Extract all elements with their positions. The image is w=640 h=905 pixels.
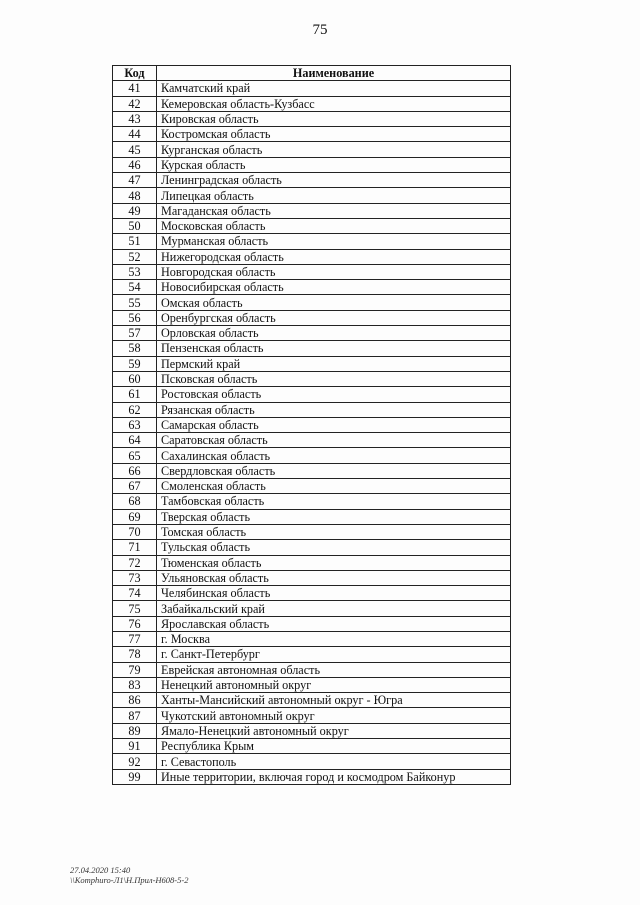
table-header-row (113, 66, 511, 81)
region-code: 77 (113, 631, 157, 646)
table-row (113, 631, 511, 646)
region-code: 72 (113, 555, 157, 570)
region-code: 50 (113, 218, 157, 233)
table-row (113, 479, 511, 494)
region-code: 62 (113, 402, 157, 417)
table-row (113, 203, 511, 218)
region-code: 91 (113, 739, 157, 754)
table-row (113, 127, 511, 142)
region-code: 51 (113, 234, 157, 249)
table-body (113, 81, 511, 785)
region-code: 57 (113, 326, 157, 341)
table-row (113, 218, 511, 233)
region-code: 79 (113, 662, 157, 677)
table-row (113, 433, 511, 448)
region-name: г. Санкт-Петербург (157, 647, 511, 662)
table-row (113, 142, 511, 157)
table-row (113, 570, 511, 585)
region-code: 56 (113, 310, 157, 325)
table-row (113, 555, 511, 570)
table-row (113, 586, 511, 601)
region-code: 92 (113, 754, 157, 769)
table-row (113, 111, 511, 126)
region-code: 47 (113, 173, 157, 188)
region-name: Забайкальский край (157, 601, 511, 616)
table-row (113, 173, 511, 188)
region-code: 69 (113, 509, 157, 524)
region-name: Чукотский автономный округ (157, 708, 511, 723)
region-name: Ленинградская область (157, 173, 511, 188)
region-code: 74 (113, 586, 157, 601)
region-name: Республика Крым (157, 739, 511, 754)
region-code: 58 (113, 341, 157, 356)
region-name: Ростовская область (157, 387, 511, 402)
region-code: 59 (113, 356, 157, 371)
table-row (113, 540, 511, 555)
region-name: Томская область (157, 524, 511, 539)
table-row (113, 81, 511, 96)
region-name: Новосибирская область (157, 280, 511, 295)
region-name: Рязанская область (157, 402, 511, 417)
region-code: 64 (113, 433, 157, 448)
region-code: 48 (113, 188, 157, 203)
region-name: Курская область (157, 157, 511, 172)
column-header-name: Наименование (157, 66, 511, 81)
table-row (113, 708, 511, 723)
table-row (113, 754, 511, 769)
table-row (113, 677, 511, 692)
region-code: 53 (113, 264, 157, 279)
region-name: Ульяновская область (157, 570, 511, 585)
region-code: 52 (113, 249, 157, 264)
table-row (113, 693, 511, 708)
region-name: Камчатский край (157, 81, 511, 96)
footer-file-path: \\Komphuro-Л1\Н.Прил-Н608-5-2 (70, 875, 189, 885)
region-code: 43 (113, 111, 157, 126)
table-row (113, 524, 511, 539)
table-row (113, 647, 511, 662)
table-row (113, 280, 511, 295)
table-row (113, 249, 511, 264)
region-code: 73 (113, 570, 157, 585)
table-row (113, 295, 511, 310)
region-name: Пермский край (157, 356, 511, 371)
region-code: 42 (113, 96, 157, 111)
region-code: 65 (113, 448, 157, 463)
region-name: Магаданская область (157, 203, 511, 218)
region-name: Кемеровская область-Кузбасс (157, 96, 511, 111)
region-code: 54 (113, 280, 157, 295)
table-row (113, 310, 511, 325)
table-row (113, 662, 511, 677)
region-name: Ханты-Мансийский автономный округ - Югра (157, 693, 511, 708)
region-code: 71 (113, 540, 157, 555)
region-code: 61 (113, 387, 157, 402)
region-code: 45 (113, 142, 157, 157)
table-row (113, 264, 511, 279)
region-name: Тюменская область (157, 555, 511, 570)
column-header-code: Код (113, 66, 157, 81)
page-number: 75 (312, 22, 328, 38)
region-name: Саратовская область (157, 433, 511, 448)
region-name: Костромская область (157, 127, 511, 142)
table-row (113, 448, 511, 463)
region-code: 83 (113, 677, 157, 692)
region-code: 70 (113, 524, 157, 539)
table-row (113, 234, 511, 249)
table-row (113, 601, 511, 616)
table-row (113, 739, 511, 754)
region-name: Нижегородская область (157, 249, 511, 264)
footer-timestamp: 27.04.2020 15:40 (70, 865, 131, 875)
region-code: 63 (113, 417, 157, 432)
region-name: Сахалинская область (157, 448, 511, 463)
region-name: Оренбургская область (157, 310, 511, 325)
table-row (113, 157, 511, 172)
region-code: 99 (113, 769, 157, 784)
region-name: Самарская область (157, 417, 511, 432)
region-name: Пензенская область (157, 341, 511, 356)
region-name: Ненецкий автономный округ (157, 677, 511, 692)
region-name: Орловская область (157, 326, 511, 341)
table-row (113, 96, 511, 111)
region-code: 76 (113, 616, 157, 631)
table-row (113, 769, 511, 784)
region-name: Московская область (157, 218, 511, 233)
region-code: 78 (113, 647, 157, 662)
table-row (113, 341, 511, 356)
region-name: Челябинская область (157, 586, 511, 601)
region-name: Тверская область (157, 509, 511, 524)
table-row (113, 723, 511, 738)
region-code: 55 (113, 295, 157, 310)
region-code: 66 (113, 463, 157, 478)
region-name: Тульская область (157, 540, 511, 555)
region-name: Ямало-Ненецкий автономный округ (157, 723, 511, 738)
region-name: Еврейская автономная область (157, 662, 511, 677)
region-name: Мурманская область (157, 234, 511, 249)
table-row (113, 463, 511, 478)
region-name: Свердловская область (157, 463, 511, 478)
document-footer (70, 865, 188, 885)
table-row (113, 371, 511, 386)
region-name: Новгородская область (157, 264, 511, 279)
table-row (113, 402, 511, 417)
region-code: 44 (113, 127, 157, 142)
table-row (113, 356, 511, 371)
region-name: Иные территории, включая город и космодром Байконур (157, 769, 511, 784)
region-code: 86 (113, 693, 157, 708)
table-row (113, 494, 511, 509)
table-row (113, 417, 511, 432)
region-name: г. Москва (157, 631, 511, 646)
table-row (113, 387, 511, 402)
region-name: г. Севастополь (157, 754, 511, 769)
region-name: Омская область (157, 295, 511, 310)
region-code: 67 (113, 479, 157, 494)
region-name: Псковская область (157, 371, 511, 386)
region-code: 49 (113, 203, 157, 218)
region-code: 60 (113, 371, 157, 386)
table-row (113, 326, 511, 341)
table-row (113, 509, 511, 524)
region-name: Липецкая область (157, 188, 511, 203)
region-code: 87 (113, 708, 157, 723)
region-code: 75 (113, 601, 157, 616)
region-code: 89 (113, 723, 157, 738)
region-name: Кировская область (157, 111, 511, 126)
table-row (113, 188, 511, 203)
region-code: 41 (113, 81, 157, 96)
region-name: Ярославская область (157, 616, 511, 631)
region-name: Курганская область (157, 142, 511, 157)
region-codes-table (112, 65, 511, 785)
region-name: Смоленская область (157, 479, 511, 494)
region-code: 68 (113, 494, 157, 509)
table-row (113, 616, 511, 631)
region-name: Тамбовская область (157, 494, 511, 509)
region-code: 46 (113, 157, 157, 172)
